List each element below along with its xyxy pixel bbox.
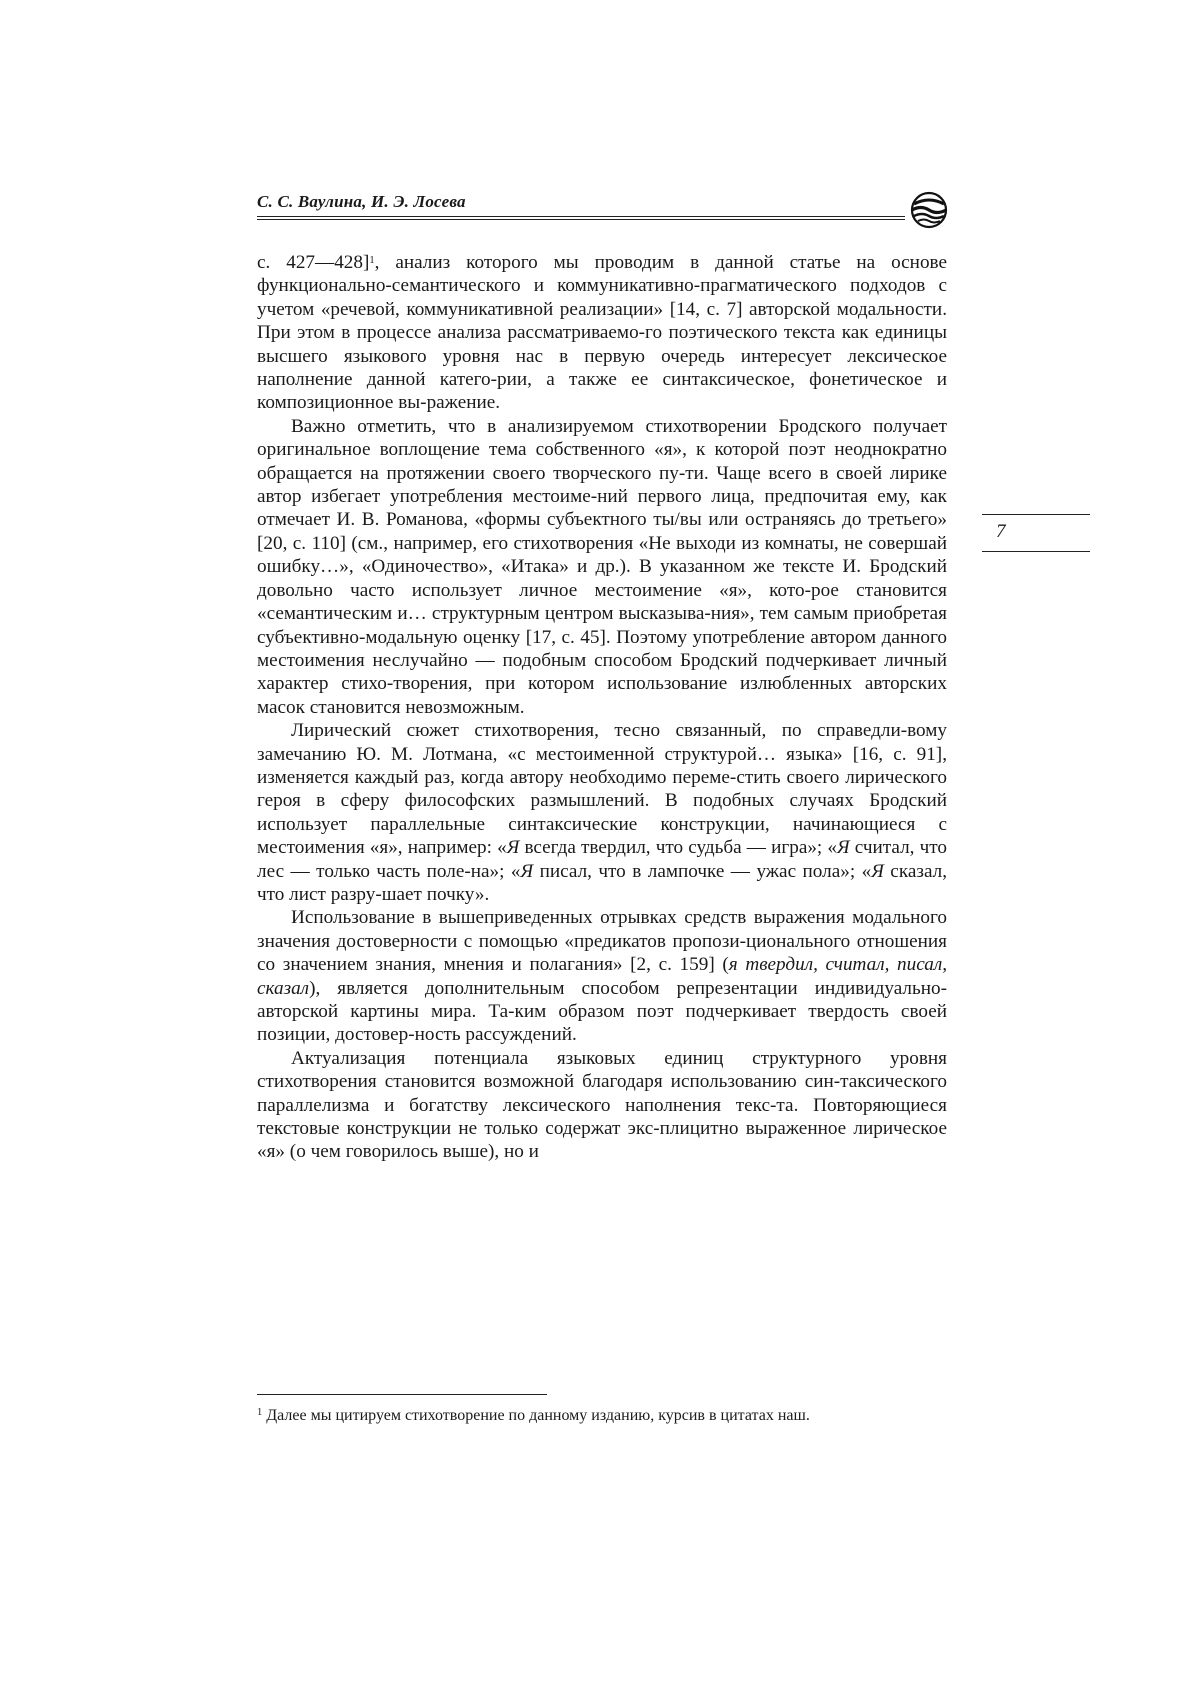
paragraph-4 — [257, 906, 947, 1046]
paragraph-3-part-a: Лирический сюжет стихотворения, тесно связанный, по справедли-вому замечанию Ю. М. Лотмана, «с местоименной структурой… языка» [16, с. 91], изменяется каждый раз, когда автору необходимо переме-стить своего лирического героя в сферу философских размышлений. В подобных случаях Бродский использует параллельные синтаксические конструкции, начинающиеся с местоимения «я», например: « — [257, 720, 947, 859]
page-number: 7 — [996, 521, 1006, 542]
paragraph-3 — [257, 719, 947, 906]
footnote-text: Далее мы цитируем стихотворение по данному изданию, курсив в цитатах наш. — [262, 1407, 810, 1424]
footnote-reference: 1 — [369, 255, 375, 266]
paragraph-3-part-e: сказал, что лист разру-шает почку». — [257, 860, 947, 905]
footnote-rule — [257, 1394, 547, 1395]
paragraph-4-part-b: ), является дополнительным способом репрезентации индивидуально-авторской картины мира. Та-ким образом поэт подчеркивает твердость своей позиции, достовер-ность рассуждений. — [257, 977, 947, 1046]
paragraph-1-rest: , анализ которого мы проводим в данной статье на основе функционально-семантического и коммуникативно-прагматического подходов с учетом «речевой, коммуникативной реализации» [14, с. 7] авторской модальности. При этом в процессе анализа рассматриваемо-го поэтического текста как единицы высшего языкового уровня нас в первую очередь интересует лексическое наполнение данной катего-рии, а также ее синтаксическое, фонетическое и композиционное вы-ражение. — [257, 252, 948, 414]
paragraph-4-part-a: Использование в вышеприведенных отрывках средств выражения модального значения достоверности с помощью «предикатов пропози-ционального отношения со значением знания, мнения и полагания» [2, с. 159] ( — [257, 907, 947, 976]
paragraph-1 — [257, 251, 947, 415]
header-rule — [257, 216, 905, 217]
italic-pronoun-2: Я — [837, 837, 850, 859]
paragraph-3-part-d: писал, что в лампочке — ужас пола»; « — [533, 860, 872, 882]
footnote-mark: 1 — [257, 1407, 263, 1418]
paragraph-5: Актуализация потенциала языковых единиц структурного уровня стихотворения становится возможной благодаря использованию син-таксического параллелизма и богатству лексического наполнения текс-та. Повторяющиеся текстовые конструкции не только содержат экс-плицитно выраженное лирическое «я» (о чем говорилось выше), но и — [257, 1047, 947, 1163]
body-text — [257, 251, 947, 1164]
running-header — [257, 188, 947, 232]
italic-verbs: я твердил, считал, писал, сказал — [257, 954, 948, 999]
page-number-marker — [982, 514, 1090, 552]
italic-pronoun-4: Я — [871, 860, 884, 882]
italic-pronoun-3: Я — [520, 860, 534, 882]
footnote — [257, 1405, 947, 1426]
publisher-logo-icon — [905, 190, 953, 230]
paragraph-1-start: с. 427—428] — [257, 252, 370, 273]
italic-pronoun-1: Я — [506, 837, 520, 859]
paragraph-3-part-b: всегда твердил, что судьба — игра»; « — [519, 837, 837, 859]
header-authors: С. С. Ваулина, И. Э. Лосева — [257, 192, 466, 211]
paragraph-2: Важно отметить, что в анализируемом стихотворении Бродского получает оригинальное воплощение тема собственного «я», к которой поэт неоднократно обращается на протяжении своего творческого пу-ти. Чаще всего в своей лирике автор избегает употребления местоиме-ний первого лица, предпочитая ему, как отмечает И. В. Романова, «формы субъектного ты/вы или остраняясь до третьего» [20, с. 110] (см., например, его стихотворения «Не выходи из комнаты, не совершай ошибку…», «Одиночество», «Итака» и др.). В указанном же тексте И. Бродский довольно часто использует личное местоимение «я», кото-рое становится «семантическим и… структурным центром высказыва-ния», тем самым приобретая субъективно-модальную оценку [17, с. 45]. Поэтому употребление автором данного местоимения неслучайно — подобным способом Бродский подчеркивает личный характер стихо-творения, при котором использование излюбленных авторских масок становится невозможным. — [257, 415, 947, 718]
header-rule-secondary — [257, 219, 905, 220]
paragraph-3-part-c: считал, что лес — только часть поле-на»; « — [257, 837, 947, 882]
